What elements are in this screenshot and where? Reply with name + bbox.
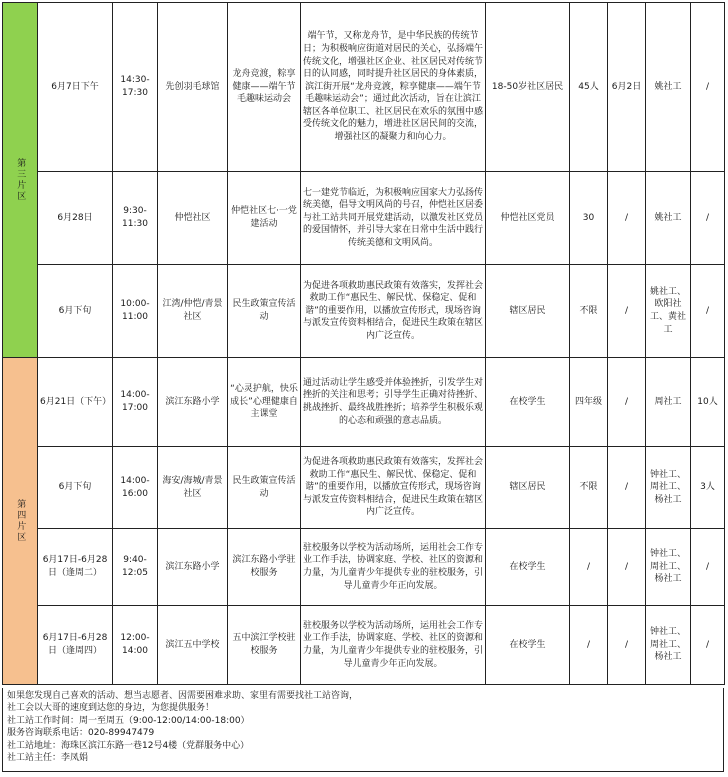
activity-title: 五中滨江学校驻校服务 bbox=[228, 606, 301, 685]
activity-content: 七一建党节临近，为积极响应国家大力弘扬传统美德，倡导文明风尚的号召，仲恺社区居委与社工站共同开展党建活动，以激发社区党员的爱国情怀，并引导大家在日常中生活中践行传统美德和文明风尚。 bbox=[301, 172, 486, 265]
footer-invitation: 如果您发现自己喜欢的活动、想当志愿者、因需要困难求助、家里有需要找社工站咨询， bbox=[7, 691, 359, 701]
zone-label: 第四片区 bbox=[3, 358, 38, 685]
activity-venue: 滨江五中学校 bbox=[158, 606, 228, 685]
footer-office-hours: 社工站工作时间：周一至周五（9:00-12:00/14:00-18:00） bbox=[7, 715, 250, 726]
table-row bbox=[3, 3, 725, 172]
activity-target: 仲恺社区党员 bbox=[486, 172, 570, 265]
table-row bbox=[3, 529, 725, 606]
activity-time: 12:00-14:00 bbox=[113, 606, 158, 685]
activity-date: 6月下旬 bbox=[38, 447, 113, 529]
activity-count: / bbox=[570, 529, 608, 606]
activity-content: 驻校服务以学校为活动场所，运用社会工作专业工作手法，协调家庭、学校、社区的资源和力量，为儿童青少年提供专业的驻校服务，引导儿童青少年正向发展。 bbox=[301, 529, 486, 606]
activity-count: 不限 bbox=[570, 447, 608, 529]
activity-time: 14:30-17:30 bbox=[113, 3, 158, 172]
activity-extra: / bbox=[691, 172, 725, 265]
table-row bbox=[3, 447, 725, 529]
activity-count: 30 bbox=[570, 172, 608, 265]
activity-deadline: 6月2日 bbox=[608, 3, 646, 172]
activity-venue: 海安/海城/青景社区 bbox=[158, 447, 228, 529]
activity-deadline: / bbox=[608, 172, 646, 265]
activity-date: 6月7日下午 bbox=[38, 3, 113, 172]
table-row bbox=[3, 606, 725, 685]
activity-deadline: / bbox=[608, 606, 646, 685]
activity-content: 驻校服务以学校为活动场所，运用社会工作专业工作手法，协调家庭、学校、社区的资源和力量，为儿童青少年提供专业的驻校服务，引导儿童青少年正向发展。 bbox=[301, 606, 486, 685]
activity-target: 在校学生 bbox=[486, 529, 570, 606]
footer-address: 社工站地址：海珠区滨江东路一巷12号4楼（党群服务中心） bbox=[7, 740, 250, 751]
activity-count: / bbox=[570, 606, 608, 685]
activity-content: 通过活动让学生感受并体验挫折，引发学生对挫折的关注和思考；引导学生正确对待挫折、挑战挫折、最终战胜挫折；培养学生积极乐观的心态和顽强的意志品质。 bbox=[301, 358, 486, 447]
activity-content: 为促进各项救助惠民政策有效落实，发挥社会救助工作“惠民生、解民忧、保稳定、促和谐”的重要作用，以播放宣传形式，现场咨询与派发宣传资料相结合，促进民生政策在辖区内广泛宣传。 bbox=[301, 265, 486, 358]
activity-target: 在校学生 bbox=[486, 606, 570, 685]
activity-venue: 滨江东路小学 bbox=[158, 358, 228, 447]
activity-time: 9:30-11:30 bbox=[113, 172, 158, 265]
activity-staff: 姚社工、欧阳社工、黄社工 bbox=[646, 265, 691, 358]
contact-footer bbox=[2, 688, 724, 772]
activity-venue: 江湾/仲恺/青景社区 bbox=[158, 265, 228, 358]
activity-target: 辖区居民 bbox=[486, 265, 570, 358]
activity-venue: 仲恺社区 bbox=[158, 172, 228, 265]
activity-time: 14:00-16:00 bbox=[113, 447, 158, 529]
activity-staff: 周社工 bbox=[646, 358, 691, 447]
activity-title: 民生政策宣传活动 bbox=[228, 447, 301, 529]
activity-deadline: / bbox=[608, 447, 646, 529]
activity-schedule-sheet bbox=[2, 2, 726, 773]
activity-content: 端午节，又称龙舟节，是中华民族的传统节日；为积极响应街道对居民的关心，弘扬端午传统文化，增强社区企业、社区居民对传统节日的认同感，同时提升社区居民的身体素质，滨江街开展“龙舟竞渡，粽享健康——端午节毛趣味运动会”；通过此次活动，旨在让滨江辖区各单位职工、社区居民在欢乐的氛围中感受传统文化的魅力，增进社区居民间的交流，增强社区的凝聚力和向心力。 bbox=[301, 3, 486, 172]
activity-title: 滨江东路小学驻校服务 bbox=[228, 529, 301, 606]
activity-date: 6月28日 bbox=[38, 172, 113, 265]
activity-title: 仲恺社区七·一党建活动 bbox=[228, 172, 301, 265]
activity-staff: 钟社工、周社工、杨社工 bbox=[646, 606, 691, 685]
activity-extra: / bbox=[691, 606, 725, 685]
table-row bbox=[3, 172, 725, 265]
activity-time: 9:40-12:05 bbox=[113, 529, 158, 606]
activity-content: 为促进各项救助惠民政策有效落实，发挥社会救助工作“惠民生、解民忧、保稳定、促和谐”的重要作用，以播放宣传形式，现场咨询与派发宣传资料相结合，促进民生政策在辖区内广泛宣传。 bbox=[301, 447, 486, 529]
activity-title: “心灵护航，快乐成长”心理健康自主课堂 bbox=[228, 358, 301, 447]
activity-date: 6月21日（下午） bbox=[38, 358, 113, 447]
activity-deadline: / bbox=[608, 358, 646, 447]
activity-venue: 滨江东路小学 bbox=[158, 529, 228, 606]
activity-deadline: / bbox=[608, 529, 646, 606]
footer-promise: 社工会以大哥的速度到达您的身边，为您提供服务！ bbox=[7, 703, 215, 714]
table-row bbox=[3, 265, 725, 358]
zone-label: 第三片区 bbox=[3, 3, 38, 358]
activity-staff: 姚社工 bbox=[646, 172, 691, 265]
activity-extra: 3人 bbox=[691, 447, 725, 529]
activity-count: 不限 bbox=[570, 265, 608, 358]
table-row bbox=[3, 358, 725, 447]
activity-count: 四年级 bbox=[570, 358, 608, 447]
activity-extra: / bbox=[691, 3, 725, 172]
activity-date: 6月17日-6月28日（逢周二） bbox=[38, 529, 113, 606]
activity-target: 18-50岁社区居民 bbox=[486, 3, 570, 172]
activity-schedule-table bbox=[2, 2, 725, 685]
activity-extra: / bbox=[691, 529, 725, 606]
activity-time: 10:00-11:00 bbox=[113, 265, 158, 358]
activity-extra: 10人 bbox=[691, 358, 725, 447]
activity-staff: 钟社工、周社工、杨社工 bbox=[646, 529, 691, 606]
footer-phone: 服务咨询联系电话：020-89947479 bbox=[7, 728, 155, 739]
activity-staff: 姚社工 bbox=[646, 3, 691, 172]
activity-venue: 先创羽毛球馆 bbox=[158, 3, 228, 172]
activity-time: 14:00-17:00 bbox=[113, 358, 158, 447]
activity-target: 辖区居民 bbox=[486, 447, 570, 529]
activity-extra: / bbox=[691, 265, 725, 358]
activity-date: 6月17日-6月28日（逢周四） bbox=[38, 606, 113, 685]
activity-date: 6月下旬 bbox=[38, 265, 113, 358]
activity-title: 民生政策宣传活动 bbox=[228, 265, 301, 358]
activity-target: 在校学生 bbox=[486, 358, 570, 447]
activity-deadline: / bbox=[608, 265, 646, 358]
activity-title: 龙舟竞渡，粽享健康——端午节毛趣味运动会 bbox=[228, 3, 301, 172]
activity-count: 45人 bbox=[570, 3, 608, 172]
footer-director: 社工站主任：李凤娟 bbox=[7, 753, 89, 764]
activity-staff: 钟社工、周社工、杨社工 bbox=[646, 447, 691, 529]
